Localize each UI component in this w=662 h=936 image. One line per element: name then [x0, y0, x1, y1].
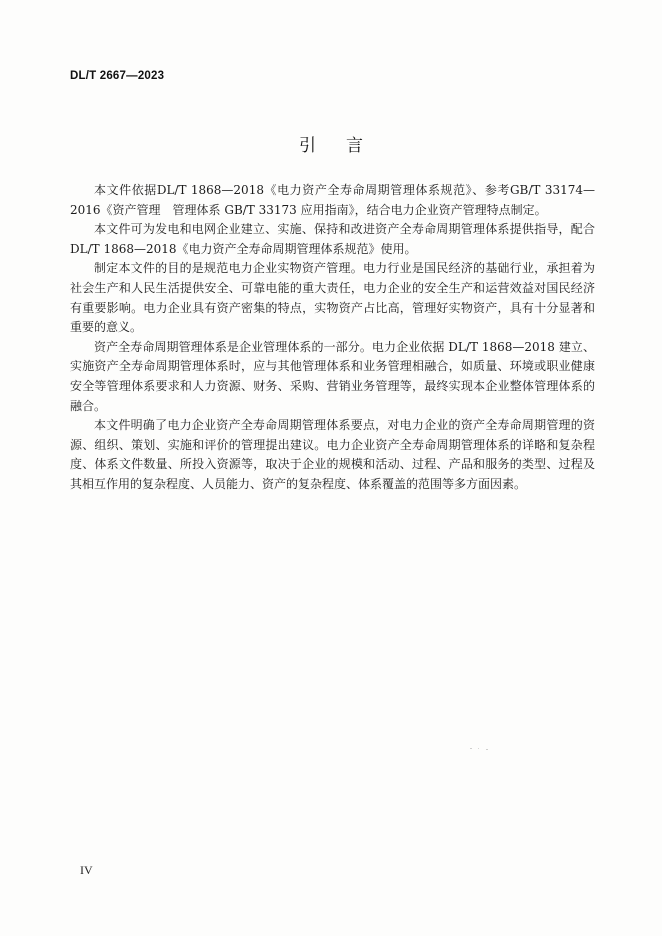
paragraph: 制定本文件的目的是规范电力企业实物资产管理。电力行业是国民经济的基础行业，承担着为社会生产和人民生活提供安全、可靠电能的重大责任，电力企业的安全生产和运营效益对国民经济有重要影响。电力企业具有资产密集的特点，实物资产占比高，管理好实物资产，具有十分显著和重要的意义。 [70, 261, 595, 335]
scan-artifact [470, 748, 472, 749]
paragraph: 本文件明确了电力企业资产全寿命周期管理体系要点，对电力企业的资产全寿命周期管理的资源、组织、策划、实施和评价的管理提出建议。电力企业资产全寿命周期管理体系的详略和复杂程度、体系文件数量、所投入资源等，取决于企业的规模和活动、过程、产品和服务的类型、过程及其相互作用的复杂程度、人员能力、资产的复杂程度、体系覆盖的范围等多方面因素。 [70, 418, 595, 491]
paragraph: 本文件依据DL/T 1868—2018《电力资产全寿命周期管理体系规范》、参考GB/T 33174—2016《资产管理 管理体系 GB/T 33173 应用指南》，结合电力企业资产管理特点制定。 [70, 183, 595, 217]
scan-artifact [478, 748, 479, 749]
page-number: IV [80, 863, 93, 877]
introduction-body [70, 181, 595, 495]
paragraph: 资产全寿命周期管理体系是企业管理体系的一部分。电力企业依据 DL/T 1868—2018 建立、实施资产全寿命周期管理体系时，应与其他管理体系和业务管理相融合，如质量、环境或职业健康安全等管理体系要求和人力资源、财务、采购、营销业务管理等，最终实现本企业整体管理体系的融合。 [70, 339, 595, 413]
section-title: 引言 [299, 136, 393, 156]
paragraph: 本文件可为发电和电网企业建立、实施、保持和改进资产全寿命周期管理体系提供指导，配合DL/T 1868—2018《电力资产全寿命周期管理体系规范》使用。 [70, 222, 595, 256]
document-code: DL/T 2667—2023 [70, 70, 165, 82]
scan-artifact [486, 749, 488, 750]
